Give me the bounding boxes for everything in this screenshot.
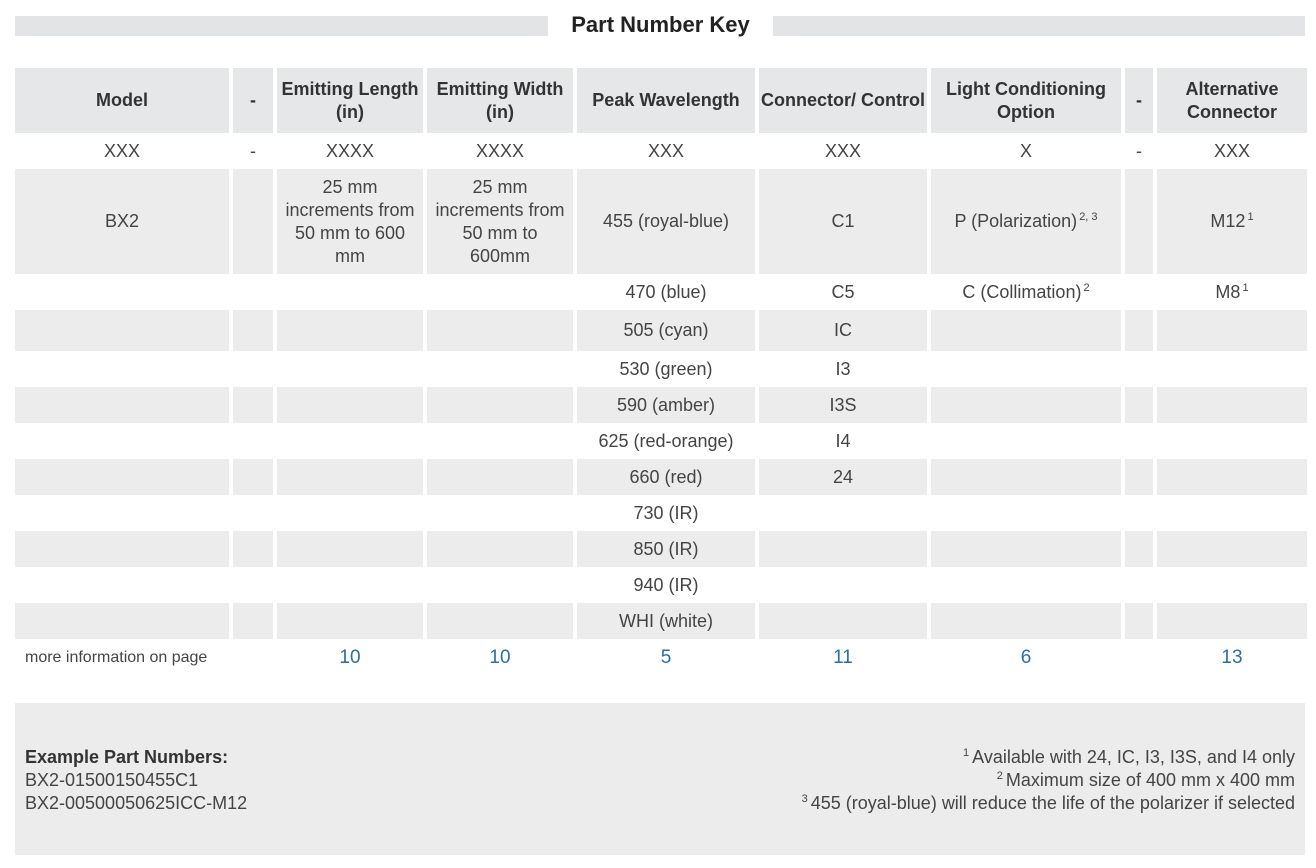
empty-cell — [427, 495, 577, 531]
empty-cell — [427, 310, 577, 351]
example-part-numbers — [25, 746, 247, 815]
page-link-connector[interactable]: 11 — [759, 639, 931, 675]
format-connector: XXX — [759, 133, 931, 169]
dash-cell — [1125, 169, 1157, 274]
page-link-light[interactable]: 6 — [931, 639, 1125, 675]
title-bar — [15, 0, 1305, 50]
example-item: BX2-01500150455C1 — [25, 770, 199, 790]
header-connector: Connector/ Control — [759, 68, 931, 133]
table-row — [15, 310, 1307, 351]
format-peak: XXX — [577, 133, 759, 169]
empty-cell — [1157, 423, 1307, 459]
empty-cell — [15, 310, 233, 351]
empty-cell — [277, 387, 427, 423]
empty-cell — [277, 603, 427, 639]
empty-cell — [1157, 567, 1307, 603]
empty-cell — [15, 603, 233, 639]
empty-cell — [1157, 459, 1307, 495]
empty-cell — [15, 495, 233, 531]
header-emitting-length: Emitting Length (in) — [277, 68, 427, 133]
footnote-number: 1 — [963, 747, 970, 759]
empty-cell — [931, 310, 1125, 351]
header-emitting-width: Emitting Width (in) — [427, 68, 577, 133]
peak-cell: 850 (IR) — [577, 531, 759, 567]
page-link-emitting-length[interactable]: 10 — [277, 639, 427, 675]
table-row — [15, 531, 1307, 567]
footnote-ref: 1 — [1247, 211, 1254, 223]
part-number-table — [15, 68, 1307, 675]
format-emitting-width: XXXX — [427, 133, 577, 169]
light-cell — [931, 274, 1125, 310]
empty-cell — [931, 459, 1125, 495]
empty-cell — [233, 495, 277, 531]
format-row — [15, 133, 1307, 169]
light-text: P (Polarization) — [954, 211, 1078, 231]
empty-cell — [233, 459, 277, 495]
header-light-conditioning: Light Conditioning Option — [931, 68, 1125, 133]
header-peak-wavelength: Peak Wavelength — [577, 68, 759, 133]
light-text: C (Collimation) — [962, 281, 1082, 302]
alt-cell — [1157, 169, 1307, 274]
footnote-number: 3 — [801, 793, 808, 805]
peak-cell: 940 (IR) — [577, 567, 759, 603]
empty-cell — [233, 310, 277, 351]
peak-cell: 505 (cyan) — [577, 310, 759, 351]
empty-cell — [931, 531, 1125, 567]
pages-row — [15, 639, 1307, 675]
empty-cell — [427, 603, 577, 639]
empty-cell — [277, 459, 427, 495]
peak-cell: 660 (red) — [577, 459, 759, 495]
empty-cell — [233, 351, 277, 387]
page-link-peak[interactable]: 5 — [577, 639, 759, 675]
empty-cell — [1125, 459, 1157, 495]
empty-cell — [1157, 387, 1307, 423]
empty-cell — [1157, 310, 1307, 351]
header-alternative-connector: Alternative Connector — [1157, 68, 1307, 133]
empty-cell — [15, 459, 233, 495]
dash-cell — [233, 169, 277, 274]
empty-cell — [1157, 531, 1307, 567]
footnote-ref: 2 — [1083, 281, 1090, 294]
connector-cell: I3S — [759, 387, 931, 423]
table-row — [15, 459, 1307, 495]
empty-cell — [15, 274, 233, 310]
empty-cell — [1157, 351, 1307, 387]
empty-cell — [233, 567, 277, 603]
empty-cell — [931, 495, 1125, 531]
empty-cell — [427, 459, 577, 495]
title-rule-left — [15, 16, 548, 36]
page-title: Part Number Key — [571, 12, 750, 37]
examples-title: Example Part Numbers: — [25, 747, 229, 767]
empty-cell — [427, 274, 577, 310]
empty-cell — [427, 423, 577, 459]
empty-cell — [427, 531, 577, 567]
empty-cell — [1157, 603, 1307, 639]
empty-cell — [1125, 639, 1157, 675]
table-row — [15, 169, 1307, 274]
format-emitting-length: XXXX — [277, 133, 427, 169]
empty-cell — [1125, 423, 1157, 459]
pages-label: more information on page — [15, 639, 277, 675]
empty-cell — [1125, 531, 1157, 567]
table-row — [15, 567, 1307, 603]
peak-cell: 590 (amber) — [577, 387, 759, 423]
empty-cell — [277, 567, 427, 603]
empty-cell — [277, 495, 427, 531]
empty-cell — [233, 274, 277, 310]
empty-cell — [1125, 495, 1157, 531]
connector-cell: IC — [759, 310, 931, 351]
table-row — [15, 387, 1307, 423]
empty-cell — [277, 310, 427, 351]
empty-cell — [15, 387, 233, 423]
table-row — [15, 495, 1307, 531]
empty-cell — [931, 351, 1125, 387]
connector-cell: I3 — [759, 351, 931, 387]
header-dash: - — [233, 68, 277, 133]
empty-cell — [1125, 567, 1157, 603]
peak-cell: 455 (royal-blue) — [577, 169, 759, 274]
footnote-number: 2 — [996, 770, 1003, 782]
empty-cell — [15, 351, 233, 387]
empty-cell — [277, 351, 427, 387]
alt-text: M8 — [1215, 281, 1241, 302]
footnote-text: Maximum size of 400 mm x 400 mm — [1005, 770, 1295, 790]
page-link-alt[interactable]: 13 — [1157, 639, 1307, 675]
page-link-emitting-width[interactable]: 10 — [427, 639, 577, 675]
empty-cell — [233, 423, 277, 459]
empty-cell — [15, 423, 233, 459]
empty-cell — [931, 423, 1125, 459]
connector-cell: C5 — [759, 274, 931, 310]
empty-cell — [233, 603, 277, 639]
connector-cell — [759, 495, 931, 531]
empty-cell — [427, 387, 577, 423]
footnote-text: 455 (royal-blue) will reduce the life of the polarizer if selected — [810, 793, 1295, 813]
empty-cell — [427, 567, 577, 603]
empty-cell — [15, 531, 233, 567]
table-row — [15, 351, 1307, 387]
footnote-ref: 2, 3 — [1079, 211, 1098, 223]
footnote — [802, 769, 1295, 792]
connector-cell: I4 — [759, 423, 931, 459]
peak-cell: 530 (green) — [577, 351, 759, 387]
footer-panel — [15, 703, 1305, 855]
empty-cell — [931, 567, 1125, 603]
empty-cell — [931, 603, 1125, 639]
connector-cell: 24 — [759, 459, 931, 495]
empty-cell — [277, 531, 427, 567]
example-item: BX2-00500050625ICC-M12 — [25, 793, 248, 813]
format-light: X — [931, 133, 1125, 169]
peak-cell: 470 (blue) — [577, 274, 759, 310]
alt-text: M12 — [1210, 211, 1246, 231]
empty-cell — [1157, 495, 1307, 531]
peak-cell: WHI (white) — [577, 603, 759, 639]
alt-cell — [1157, 274, 1307, 310]
table-row — [15, 274, 1307, 310]
connector-cell — [759, 603, 931, 639]
footnote-ref: 1 — [1242, 281, 1249, 294]
emitting-length-cell: 25 mm increments from 50 mm to 600 mm — [277, 169, 427, 274]
format-dash: - — [1125, 133, 1157, 169]
empty-cell — [1125, 603, 1157, 639]
empty-cell — [1125, 274, 1157, 310]
empty-cell — [233, 387, 277, 423]
header-model: Model — [15, 68, 233, 133]
light-cell — [931, 169, 1125, 274]
header-row — [15, 68, 1307, 133]
empty-cell — [15, 567, 233, 603]
empty-cell — [233, 531, 277, 567]
empty-cell — [931, 387, 1125, 423]
empty-cell — [277, 274, 427, 310]
footnote-text: Available with 24, IC, I3, I3S, and I4 only — [972, 747, 1295, 767]
footnotes — [802, 746, 1295, 815]
table-row — [15, 603, 1307, 639]
peak-cell: 730 (IR) — [577, 495, 759, 531]
emitting-width-cell: 25 mm increments from 50 mm to 600mm — [427, 169, 577, 274]
title-rule-right — [773, 16, 1305, 36]
footnote — [802, 746, 1295, 769]
format-model: XXX — [15, 133, 233, 169]
peak-cell: 625 (red-orange) — [577, 423, 759, 459]
connector-cell — [759, 531, 931, 567]
format-alt: XXX — [1157, 133, 1307, 169]
empty-cell — [1125, 351, 1157, 387]
empty-cell — [1125, 310, 1157, 351]
connector-cell: C1 — [759, 169, 931, 274]
format-dash: - — [233, 133, 277, 169]
connector-cell — [759, 567, 931, 603]
table-row — [15, 423, 1307, 459]
empty-cell — [427, 351, 577, 387]
header-dash: - — [1125, 68, 1157, 133]
model-cell: BX2 — [15, 169, 233, 274]
footnote — [802, 792, 1295, 815]
empty-cell — [1125, 387, 1157, 423]
empty-cell — [277, 423, 427, 459]
